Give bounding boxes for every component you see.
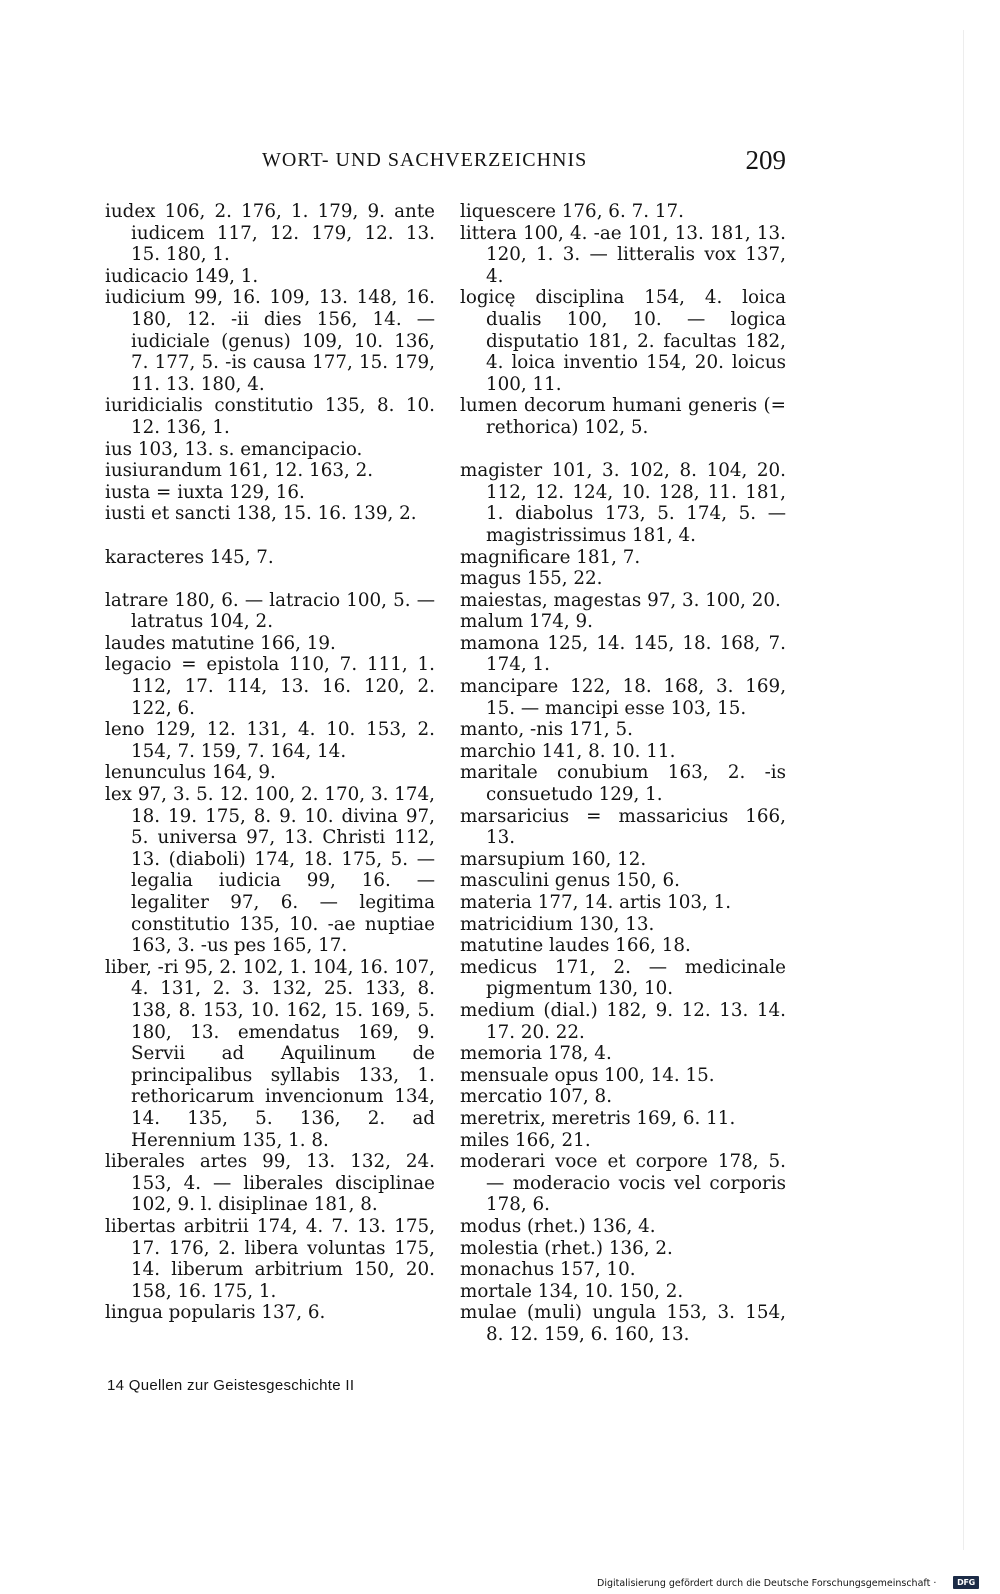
index-entry: liber, -ri 95, 2. 102, 1. 104, 16. 107, 4. 131, 2. 3. 132, 25. 133, 8. 138, 8. 153, 10. 162, 15. 169, 5. 180, 13. emendatus 169, 9. Servii ad Aquilinum de principalibus syllabis 133, 1. rethoricarum invencionum 134, 14. 135, 5. 136, 2. ad Herennium 135, 1. 8. [105, 956, 435, 1151]
running-head: WORT- UND SACHVERZEICHNIS [262, 149, 588, 171]
index-entry: masculini genus 150, 6. [460, 870, 680, 892]
index-column-right [460, 201, 786, 1345]
index-entry: mercatio 107, 8. [460, 1086, 612, 1108]
index-entry: libertas arbitrii 174, 4. 7. 13. 175, 17. 176, 2. libera voluntas 175, 14. liberum arbitrium 150, 20. 158, 16. 175, 1. [105, 1215, 435, 1302]
index-entry: monachus 157, 10. [460, 1259, 636, 1281]
index-entry: magnificare 181, 7. [460, 546, 641, 568]
index-entry: materia 177, 14. artis 103, 1. [460, 892, 732, 913]
index-entry: memoria 178, 4. [460, 1043, 612, 1065]
page-edge-line [963, 30, 964, 1550]
index-entry: manto, -nis 171, 5. [460, 719, 633, 741]
index-entry: iusta = iuxta 129, 16. [105, 481, 305, 503]
index-entry: molestia (rhet.) 136, 2. [460, 1237, 673, 1259]
index-entry: logicę disciplina 154, 4. loica dualis 100, 10. — logica disputatio 181, 2. facultas 182, 4. loica inventio 154, 20. loicus 100, 11. [460, 287, 786, 395]
index-entry: matutine laudes 166, 18. [460, 935, 691, 957]
index-entry: lingua popularis 137, 6. [105, 1302, 326, 1324]
index-entry: marsaricius = massaricius 166, 13. [460, 805, 786, 849]
index-entry: latrare 180, 6. — latracio 100, 5. — latratus 104, 2. [105, 589, 435, 633]
index-entry: magus 155, 22. [460, 568, 603, 590]
index-entry: iudicium 99, 16. 109, 13. 148, 16. 180, 12. -ii dies 156, 14. — iudiciale (genus) 109, 10. 136, 7. 177, 5. -is causa 177, 15. 179, 11. 13. 180, 4. [105, 287, 435, 395]
index-entry: miles 166, 21. [460, 1129, 591, 1151]
index-entry: lumen decorum humani generis (= rethorica) 102, 5. [460, 395, 786, 438]
page-number: 209 [745, 145, 786, 175]
index-entry: iudex 106, 2. 176, 1. 179, 9. ante iudicem 117, 12. 179, 12. 13. 15. 180, 1. [105, 201, 435, 266]
index-entry: lenunculus 164, 9. [105, 762, 276, 784]
index-entry: mancipare 122, 18. 168, 3. 169, 15. — mancipi esse 103, 15. [460, 676, 786, 719]
index-entry: marchio 141, 8. 10. 11. [460, 740, 676, 762]
index-entry: mulae (muli) ungula 153, 3. 154, 8. 12. 159, 6. 160, 13. [460, 1302, 786, 1345]
printer-signature: 14 Quellen zur Geistesgeschichte II [107, 1377, 355, 1394]
index-entry: iuridicialis constitutio 135, 8. 10. 12. 136, 1. [105, 395, 435, 438]
index-entry: medicus 171, 2. — medicinale pigmentum 130, 10. [460, 956, 786, 1000]
index-entry: maiestas, magestas 97, 3. 100, 20. [460, 589, 781, 611]
index-entry: leno 129, 12. 131, 4. 10. 153, 2. 154, 7. 159, 7. 164, 14. [105, 719, 435, 762]
index-entry: liberales artes 99, 13. 132, 24. 153, 4. — liberales disciplinae 102, 9. l. disiplinae 181, 8. [105, 1151, 435, 1216]
index-entry: matricidium 130, 13. [460, 913, 655, 935]
index-entry: marsupium 160, 12. [460, 848, 647, 870]
index-entry: ius 103, 13. s. emancipacio. [105, 438, 363, 460]
index-entry: iusti et sancti 138, 15. 16. 139, 2. [105, 503, 417, 525]
index-entry: malum 174, 9. [460, 611, 593, 633]
index-entry: maritale conubium 163, 2. -is consuetudo 129, 1. [460, 762, 786, 806]
page-header [262, 147, 790, 179]
index-entry: legacio = epistola 110, 7. 111, 1. 112, 17. 114, 13. 16. 120, 2. 122, 6. [105, 654, 435, 719]
index-entry: moderari voce et corpore 178, 5. — moderacio vocis vel corporis 178, 6. [460, 1151, 786, 1216]
index-entry: karacteres 145, 7. [105, 546, 274, 568]
index-entry: iusiurandum 161, 12. 163, 2. [105, 460, 374, 482]
dfg-logo: DFG [953, 1576, 979, 1589]
index-entry: medium (dial.) 182, 9. 12. 13. 14. 17. 20. 22. [460, 999, 786, 1043]
index-entry: iudicacio 149, 1. [105, 265, 259, 287]
index-column-left [105, 201, 435, 1324]
index-entry: mamona 125, 14. 145, 18. 168, 7. 174, 1. [460, 632, 786, 676]
index-entry: modus (rhet.) 136, 4. [460, 1215, 656, 1237]
index-entry: laudes matutine 166, 19. [105, 632, 336, 654]
index-entry: meretrix, meretris 169, 6. 11. [460, 1107, 736, 1129]
index-entry: liquescere 176, 6. 7. 17. [460, 201, 684, 222]
digitization-credit: Digitalisierung gefördert durch die Deutsche Forschungsgemeinschaft · [597, 1578, 937, 1589]
index-entry: littera 100, 4. -ae 101, 13. 181, 13. 120, 1. 3. — litteralis vox 137, 4. [460, 222, 786, 287]
index-entry: magister 101, 3. 102, 8. 104, 20. 112, 12. 124, 10. 128, 11. 181, 1. diabolus 173, 5. 174, 5. — magistrissimus 181, 4. [460, 460, 786, 546]
index-entry: lex 97, 3. 5. 12. 100, 2. 170, 3. 174, 18. 19. 175, 8. 9. 10. divina 97, 5. universa 97, 13. Christi 112, 13. (diaboli) 174, 18. 175, 5. — legalia iudicia 99, 16. — legaliter 97, 6. — legitima constitutio 135, 10. -ae nuptiae 163, 3. -us pes 165, 17. [105, 784, 435, 957]
index-entry: mortale 134, 10. 150, 2. [460, 1280, 684, 1302]
index-entry: mensuale opus 100, 14. 15. [460, 1064, 715, 1086]
